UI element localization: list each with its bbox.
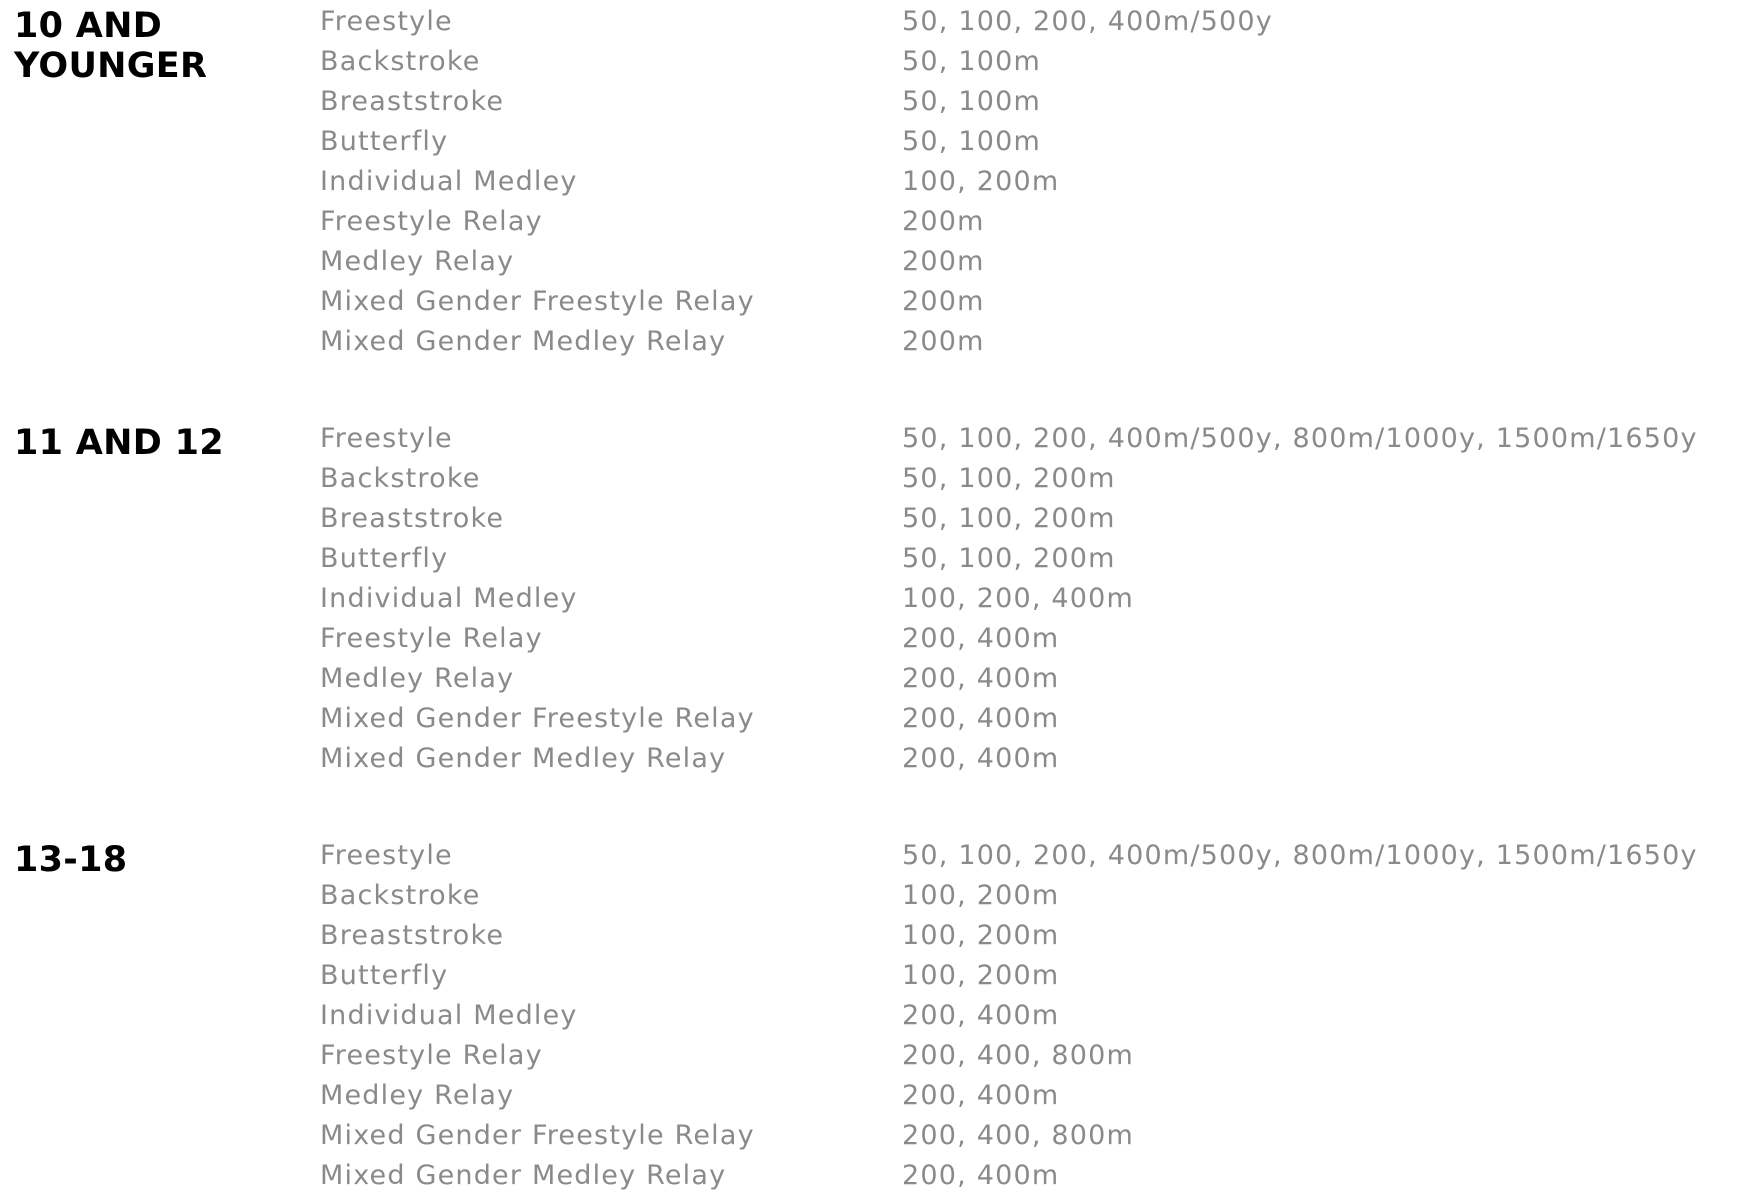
- event-distances: 200, 400m: [902, 743, 1060, 774]
- event-name: Freestyle Relay: [320, 623, 543, 654]
- age-group-label: 11 AND 12: [14, 423, 224, 463]
- event-distances: 50, 100, 200, 400m/500y, 800m/1000y, 1500m/1650y: [902, 840, 1698, 871]
- event-name: Breaststroke: [320, 86, 505, 117]
- event-distances: 100, 200, 400m: [902, 583, 1135, 614]
- event-name: Butterfly: [320, 126, 449, 157]
- event-name: Freestyle: [320, 840, 453, 871]
- event-distances: 50, 100, 200m: [902, 463, 1116, 494]
- event-distances: 50, 100m: [902, 46, 1041, 77]
- event-row: [320, 82, 1730, 122]
- event-distances: 50, 100m: [902, 126, 1041, 157]
- event-name: Breaststroke: [320, 503, 505, 534]
- event-row: [320, 996, 1730, 1036]
- event-row: [320, 916, 1730, 956]
- event-distances: 50, 100m: [902, 86, 1041, 117]
- event-name: Mixed Gender Medley Relay: [320, 743, 727, 774]
- age-group-label: 10 AND YOUNGER: [14, 6, 208, 86]
- event-row: [320, 2, 1730, 42]
- event-name: Mixed Gender Freestyle Relay: [320, 1120, 755, 1151]
- event-row: [320, 459, 1730, 499]
- event-distances: 50, 100, 200m: [902, 503, 1116, 534]
- event-distances: 200, 400m: [902, 1000, 1060, 1031]
- event-distances: 200, 400m: [902, 1080, 1060, 1111]
- event-row: [320, 579, 1730, 619]
- event-row: [320, 499, 1730, 539]
- event-row: [320, 282, 1730, 322]
- event-row: [320, 1076, 1730, 1116]
- event-row: [320, 739, 1730, 779]
- event-row: [320, 322, 1730, 362]
- event-distances: 100, 200m: [902, 920, 1060, 951]
- event-name: Individual Medley: [320, 1000, 578, 1031]
- event-name: Individual Medley: [320, 583, 578, 614]
- event-distances: 50, 100, 200, 400m/500y, 800m/1000y, 1500m/1650y: [902, 423, 1698, 454]
- event-distances: 50, 100, 200, 400m/500y: [902, 6, 1273, 37]
- event-row: [320, 836, 1730, 876]
- event-row: [320, 419, 1730, 459]
- event-row: [320, 242, 1730, 282]
- event-row: [320, 699, 1730, 739]
- event-distances: 200, 400m: [902, 663, 1060, 694]
- event-distances: 200, 400m: [902, 623, 1060, 654]
- event-distances: 200, 400m: [902, 703, 1060, 734]
- event-name: Mixed Gender Medley Relay: [320, 326, 727, 357]
- event-distances: 200m: [902, 246, 985, 277]
- event-row: [320, 619, 1730, 659]
- event-row: [320, 876, 1730, 916]
- event-list: [320, 2, 1730, 362]
- event-name: Freestyle: [320, 6, 453, 37]
- event-name: Mixed Gender Medley Relay: [320, 1160, 727, 1191]
- event-distances: 200, 400, 800m: [902, 1040, 1135, 1071]
- event-name: Mixed Gender Freestyle Relay: [320, 286, 755, 317]
- event-distances: 200m: [902, 326, 985, 357]
- event-distances: 200m: [902, 206, 985, 237]
- event-name: Mixed Gender Freestyle Relay: [320, 703, 755, 734]
- event-list: [320, 836, 1730, 1196]
- event-row: [320, 539, 1730, 579]
- event-distances: 50, 100, 200m: [902, 543, 1116, 574]
- event-name: Medley Relay: [320, 246, 515, 277]
- event-distances: 100, 200m: [902, 960, 1060, 991]
- event-distances: 200m: [902, 286, 985, 317]
- event-name: Freestyle: [320, 423, 453, 454]
- event-row: [320, 1156, 1730, 1196]
- event-row: [320, 659, 1730, 699]
- event-distances: 100, 200m: [902, 880, 1060, 911]
- event-row: [320, 202, 1730, 242]
- event-distances: 200, 400, 800m: [902, 1120, 1135, 1151]
- event-name: Medley Relay: [320, 1080, 515, 1111]
- event-name: Backstroke: [320, 880, 481, 911]
- event-name: Medley Relay: [320, 663, 515, 694]
- event-list: [320, 419, 1730, 779]
- event-name: Freestyle Relay: [320, 206, 543, 237]
- event-row: [320, 42, 1730, 82]
- event-name: Individual Medley: [320, 166, 578, 197]
- event-name: Freestyle Relay: [320, 1040, 543, 1071]
- event-row: [320, 1116, 1730, 1156]
- event-name: Butterfly: [320, 543, 449, 574]
- event-row: [320, 122, 1730, 162]
- event-distances: 100, 200m: [902, 166, 1060, 197]
- age-group-label: 13-18: [14, 840, 128, 880]
- event-name: Backstroke: [320, 46, 481, 77]
- event-row: [320, 956, 1730, 996]
- event-name: Butterfly: [320, 960, 449, 991]
- event-name: Breaststroke: [320, 920, 505, 951]
- event-row: [320, 1036, 1730, 1076]
- event-row: [320, 162, 1730, 202]
- event-distances: 200, 400m: [902, 1160, 1060, 1191]
- event-name: Backstroke: [320, 463, 481, 494]
